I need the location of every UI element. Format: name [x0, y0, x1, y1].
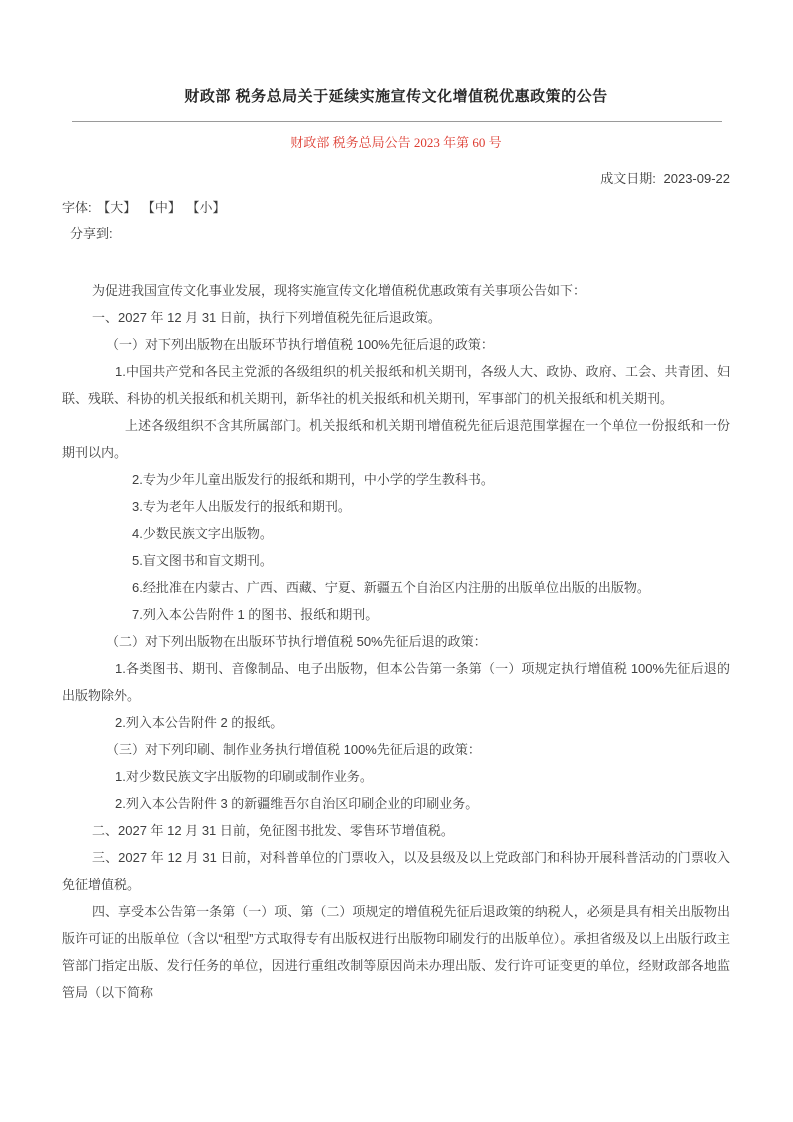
para-article-1-item-1-note: 上述各级组织不含其所属部门。机关报纸和机关期刊增值税先征后退范围掌握在一个单位一份报纸和一份期刊以内。 [62, 418, 730, 460]
para-article-1: 一、2027 年 12 月 31 日前，执行下列增值税先征后退政策。 [92, 310, 441, 325]
para-intro: 为促进我国宣传文化事业发展，现将实施宣传文化增值税优惠政策有关事项公告如下： [92, 283, 587, 298]
para-article-3: 三、2027 年 12 月 31 日前，对科普单位的门票收入，以及县级及以上党政部门和科协开展科普活动的门票收入免征增值税。 [62, 850, 730, 892]
title-divider [72, 121, 722, 122]
font-size-label: 字体: [62, 200, 92, 215]
document-body [62, 277, 730, 1006]
document-title: 财政部 税务总局关于延续实施宣传文化增值税优惠政策的公告 [184, 88, 608, 105]
para-article-1-item-2-sub-1: 1.各类图书、期刊、音像制品、电子出版物，但本公告第一条第（一）项规定执行增值税 100%先征后退的出版物除外。 [62, 661, 730, 703]
font-size-medium-button[interactable]: 【中】 [141, 200, 181, 215]
para-article-1-item-1-sub-7: 7.列入本公告附件 1 的图书、报纸和期刊。 [132, 607, 379, 622]
document-number: 财政部 税务总局公告 2023 年第 60 号 [290, 135, 502, 150]
para-article-1-item-1-sub-6: 6.经批准在内蒙古、广西、西藏、宁夏、新疆五个自治区内注册的出版单位出版的出版物。 [132, 580, 650, 595]
para-article-1-item-3: （三）对下列印刷、制作业务执行增值税 100%先征后退的政策： [106, 742, 481, 757]
font-size-small-button[interactable]: 【小】 [186, 200, 226, 215]
para-article-1-item-1-sub-5: 5.盲文图书和盲文期刊。 [132, 553, 273, 568]
para-article-1-item-3-sub-2: 2.列入本公告附件 3 的新疆维吾尔自治区印刷企业的印刷业务。 [115, 796, 479, 811]
para-article-1-item-2-sub-2: 2.列入本公告附件 2 的报纸。 [115, 715, 284, 730]
para-article-1-item-1-sub-3: 3.专为老年人出版发行的报纸和期刊。 [132, 499, 351, 514]
font-size-large-button[interactable]: 【大】 [97, 200, 137, 215]
para-article-4: 四、享受本公告第一条第（一）项、第（二）项规定的增值税先征后退政策的纳税人，必须是具有相关出版物出版许可证的出版单位（含以“租型”方式取得专有出版权进行出版物印刷发行的出版单位）。承担省级及以上出版行政主管部门指定出版、发行任务的单位，因进行重组改制等原因尚未办理出版、发行许可证变更的单位，经财政部各地监管局（以下简称 [62, 904, 730, 1000]
para-article-1-item-1-sub-1: 1.中国共产党和各民主党派的各级组织的机关报纸和机关期刊，各级人大、政协、政府、工会、共青团、妇联、残联、科协的机关报纸和机关期刊，新华社的机关报纸和机关期刊，军事部门的机关报纸和机关期刊。 [62, 364, 730, 406]
para-article-1-item-1-sub-4: 4.少数民族文字出版物。 [132, 526, 273, 541]
issue-date-row [62, 170, 730, 188]
para-article-2: 二、2027 年 12 月 31 日前，免征图书批发、零售环节增值税。 [92, 823, 454, 838]
issue-date-label: 成文日期: [600, 171, 656, 186]
share-label: 分享到: [70, 226, 113, 241]
para-article-1-item-1: （一）对下列出版物在出版环节执行增值税 100%先征后退的政策： [106, 337, 494, 352]
share-row [62, 225, 730, 243]
issue-date-value: 2023-09-22 [663, 171, 730, 186]
para-article-1-item-1-sub-2: 2.专为少年儿童出版发行的报纸和期刊，中小学的学生教科书。 [132, 472, 494, 487]
para-article-1-item-2: （二）对下列出版物在出版环节执行增值税 50%先征后退的政策： [106, 634, 487, 649]
font-size-row [62, 199, 730, 217]
para-article-1-item-3-sub-1: 1.对少数民族文字出版物的印刷或制作业务。 [115, 769, 373, 784]
